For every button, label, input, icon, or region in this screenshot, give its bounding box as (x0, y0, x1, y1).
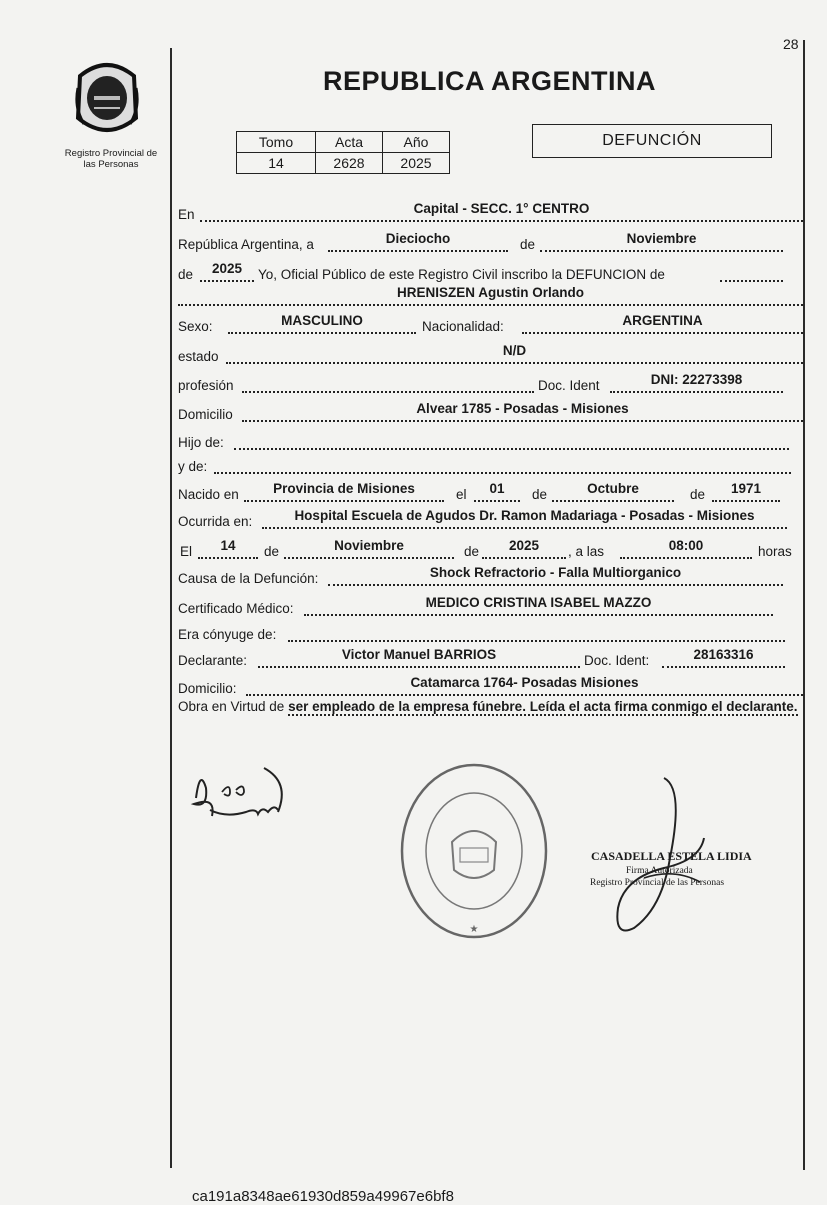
lugar-value: Capital - SECC. 1° CENTRO (413, 201, 590, 216)
acta-value: 2628 (316, 153, 383, 174)
row-anio-inscripcion: de 2025 Yo, Oficial Público de este Registro Civil inscribo la DEFUNCION de (178, 260, 803, 282)
declarant-signature (186, 758, 296, 828)
record-type-box: DEFUNCIÓN (532, 124, 772, 158)
row-declarante: Declarante: Victor Manuel BARRIOS Doc. Ident: 28163316 (178, 646, 803, 668)
row-nacimiento: Nacido en Provincia de Misiones el 01 de Octubre de 1971 (178, 480, 803, 502)
registry-seal-icon (398, 760, 550, 942)
row-domicilio: Domicilio Alvear 1785 - Posadas - Misiones (178, 400, 803, 422)
page-number: 28 (783, 36, 799, 52)
tomo-value: 14 (237, 153, 316, 174)
official-name: CASADELLA ESTELA LIDIA (591, 849, 752, 863)
row-hijo-de: Hijo de: (178, 428, 803, 450)
documento-value: DNI: 22273398 (650, 372, 743, 387)
document-hash: ca191a8348ae61930d859a49967e6bf8 (192, 1188, 454, 1205)
row-nombre (178, 284, 803, 306)
anio-value: 2025 (383, 153, 450, 174)
domicilio-value: Alvear 1785 - Posadas - Misiones (416, 401, 629, 416)
row-sexo: Sexo: MASCULINO Nacionalidad: ARGENTINA (178, 312, 803, 334)
mes-nacimiento: Octubre (587, 481, 639, 496)
row-declarante-domicilio: Domicilio: Catamarca 1764- Posadas Misiones (178, 674, 803, 696)
causa-value: Shock Refractorio - Falla Multiorganico (429, 565, 682, 580)
deceased-name: HRENISZEN Agustin Orlando (396, 285, 584, 300)
estado-value: N/D (502, 343, 527, 358)
obra-en-virtud-value: ser empleado de la empresa fúnebre. Leída el acta firma conmigo el declarante. (288, 699, 798, 714)
provincial-emblem-icon (72, 58, 142, 138)
row-lugar: En Capital - SECC. 1° CENTRO (178, 200, 803, 222)
issuer-name: Registro Provincial de las Personas (64, 148, 158, 170)
anio-defuncion: 2025 (508, 538, 540, 553)
official-office: Registro Provincial de las Personas (590, 878, 725, 888)
declarante-value: Victor Manuel BARRIOS (341, 647, 497, 662)
page-title: REPUBLICA ARGENTINA (323, 66, 656, 96)
dia-defuncion: 14 (220, 538, 236, 553)
right-margin-line (803, 40, 805, 1170)
lugar-nacimiento: Provincia de Misiones (273, 481, 415, 496)
dia-nacimiento: 01 (489, 481, 505, 496)
anio-inscripcion: 2025 (211, 261, 243, 276)
obra-en-virtud: Obra en Virtud de ser empleado de la empresa fúnebre. Leída el acta firma conmigo el declarante. (178, 699, 798, 714)
row-certificado: Certificado Médico: MEDICO CRISTINA ISABEL MAZZO (178, 594, 803, 616)
row-conyuge: Era cónyuge de: (178, 620, 803, 642)
header-anio: Año (383, 132, 450, 153)
sexo-value: MASCULINO (281, 313, 363, 328)
svg-text:★: ★ (469, 924, 479, 935)
certificado-value: MEDICO CRISTINA ISABEL MAZZO (425, 595, 652, 610)
left-margin-line (170, 48, 172, 1168)
declarante-domicilio: Catamarca 1764- Posadas Misiones (410, 675, 639, 690)
hora-defuncion: 08:00 (668, 538, 704, 553)
declarante-doc: 28163316 (693, 647, 754, 662)
row-profesion: profesión Doc. Ident DNI: 22273398 (178, 371, 803, 393)
anio-nacimiento: 1971 (730, 481, 762, 496)
row-y-de: y de: (178, 452, 803, 474)
official-role: Firma Autorizada (626, 866, 693, 876)
row-fecha-inscripcion: República Argentina, a Dieciocho de Noviembre (178, 230, 803, 252)
registry-table (236, 131, 450, 174)
row-fecha-defuncion: El 14 de Noviembre de 2025 , a las 08:00 horas (180, 538, 792, 559)
nacionalidad-value: ARGENTINA (622, 313, 703, 328)
lugar-defuncion: Hospital Escuela de Agudos Dr. Ramon Madariaga - Posadas - Misiones (294, 508, 755, 523)
header-acta: Acta (316, 132, 383, 153)
row-estado: estado N/D (178, 342, 803, 364)
dia-inscripcion: Dieciocho (385, 231, 451, 246)
mes-inscripcion: Noviembre (626, 231, 697, 246)
row-causa: Causa de la Defunción: Shock Refractorio - Falla Multiorganico (178, 564, 803, 586)
row-ocurrida-en: Ocurrida en: Hospital Escuela de Agudos Dr. Ramon Madariaga - Posadas - Misiones (178, 507, 803, 529)
mes-defuncion: Noviembre (334, 538, 404, 553)
header-tomo: Tomo (237, 132, 316, 153)
